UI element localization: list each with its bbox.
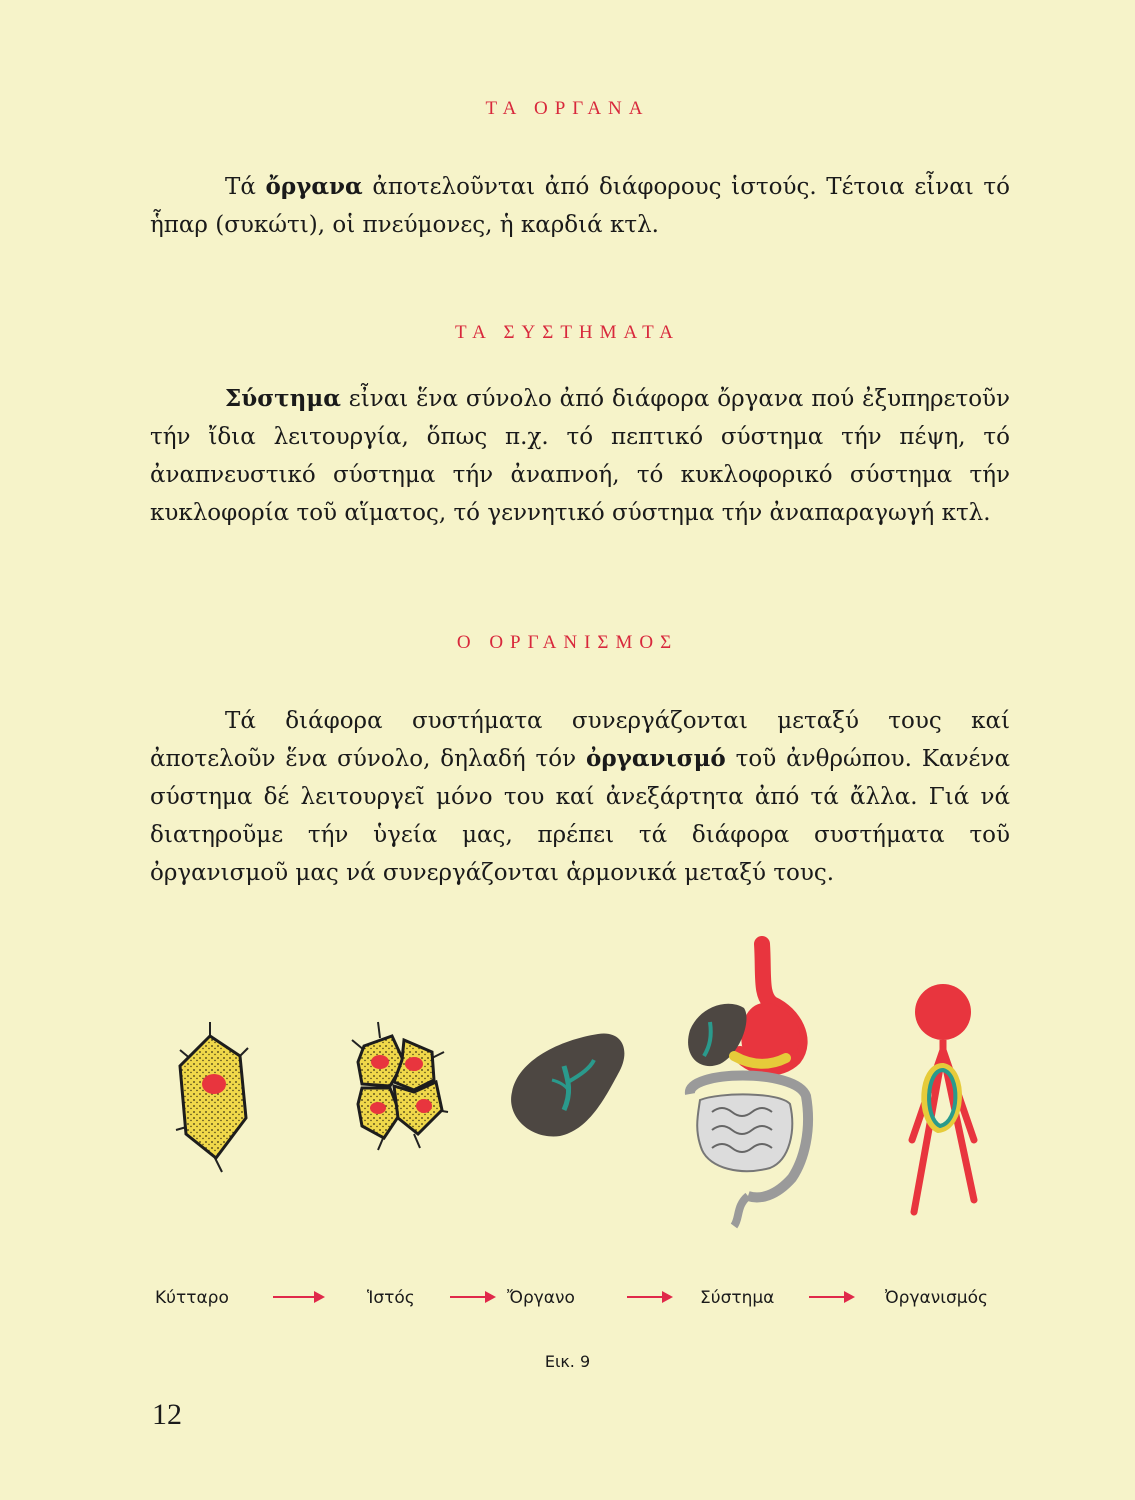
- page-number: 12: [152, 1398, 182, 1431]
- heading-organismos: Ο ΟΡΓΑΝΙΣΜΟΣ: [456, 632, 679, 653]
- arrow-icon: [627, 1296, 671, 1298]
- paragraph-organa: Τά ὄργανα ἀποτελοῦνται ἀπό διάφορους ἱστούς. Τέτοια εἶναι τό ἧπαρ (συκώτι), οἱ πνεύμονες, ἡ καρδιά κτλ.: [150, 173, 1010, 238]
- sequence-organism-label: Ὀργανισμός: [885, 1288, 988, 1308]
- term-organa: ὄργανα: [265, 173, 363, 200]
- arrow-icon: [809, 1296, 853, 1298]
- figure-caption: Εικ. 9: [544, 1352, 591, 1371]
- paragraph-organismos: Τά διάφορα συστήματα συνεργάζονται μεταξύ τους καί ἀποτελοῦν ἕνα σύνολο, δηλαδή τόν ὀργανισμό τοῦ ἀνθρώπου. Κανένα σύστημα δέ λειτουργεῖ μόνο του καί ἀνεξάρτητα ἀπό τά ἄλλα. Γιά νά διατηροῦμε τήν ὑγεία μας, πρέπει τά διάφορα συστήματα τοῦ ὀργανισμοῦ μας νά συνεργάζονται ἁρμονικά μεταξύ τους.: [150, 708, 1010, 886]
- organ-illustration: [511, 1033, 624, 1136]
- figure-sequence: [155, 1288, 1025, 1318]
- cell-illustration: [176, 1022, 248, 1172]
- paragraph-systemata: Σύστημα εἶναι ἕνα σύνολο ἀπό διάφορα ὄργανα πού ἐξυπηρετοῦν τήν ἴδια λειτουργία, ὅπως π.χ. τό πεπτικό σύστημα τήν πέψη, τό ἀναπνευστικό σύστημα τήν ἀναπνοή, τό κυκλοφορικό σύστημα τήν κυκλοφορία τοῦ αἵματος, τό γεννητικό σύστημα τήν ἀναπαραγωγή κτλ.: [150, 385, 1010, 526]
- sequence-cell-label: Κύτταρο: [155, 1288, 229, 1308]
- arrow-icon: [450, 1296, 494, 1298]
- heading-organa: ΤΑ ΟΡΓΑΝΑ: [485, 98, 650, 119]
- sequence-organ-label: Ὄργανο: [507, 1288, 575, 1308]
- tissue-illustration: [352, 1022, 448, 1150]
- sequence-system-label: Σύστημα: [700, 1288, 775, 1308]
- term-organismos: ὀργανισμό: [586, 745, 726, 772]
- arrow-icon: [273, 1296, 323, 1298]
- digestive-system-illustration: [688, 944, 808, 1226]
- organism-illustration: [912, 984, 974, 1212]
- heading-systemata: ΤΑ ΣΥΣΤΗΜΑΤΑ: [454, 322, 680, 343]
- sequence-tissue-label: Ἱστός: [367, 1288, 415, 1308]
- term-systema: Σύστημα: [225, 385, 341, 412]
